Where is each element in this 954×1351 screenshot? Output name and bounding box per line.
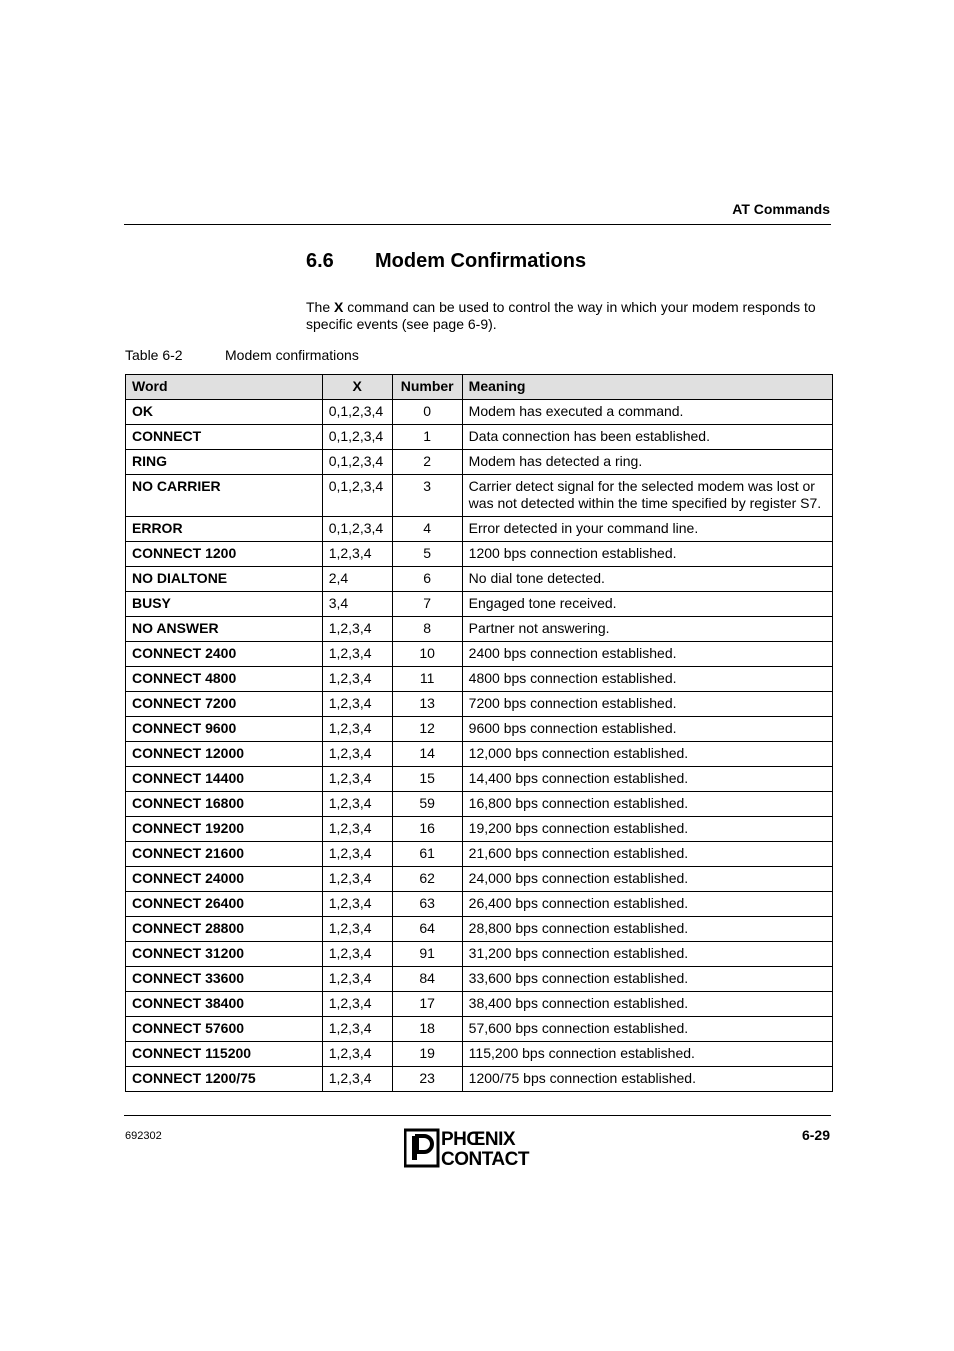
cell-meaning: 21,600 bps connection established. — [462, 842, 832, 867]
cell-number: 62 — [392, 867, 462, 892]
header-word: Word — [126, 375, 323, 400]
cell-meaning: Carrier detect signal for the selected modem was lost or was not detected within the time specified by register S7. — [462, 475, 832, 517]
cell-x: 1,2,3,4 — [322, 717, 392, 742]
cell-meaning: Engaged tone received. — [462, 592, 832, 617]
cell-meaning: Data connection has been established. — [462, 425, 832, 450]
table-row — [126, 1017, 833, 1042]
table-row — [126, 892, 833, 917]
cell-number: 61 — [392, 842, 462, 867]
cell-x: 3,4 — [322, 592, 392, 617]
table-row — [126, 425, 833, 450]
cell-number: 91 — [392, 942, 462, 967]
svg-text:PHŒNIX: PHŒNIX — [441, 1129, 516, 1150]
cell-number: 16 — [392, 817, 462, 842]
cell-x: 1,2,3,4 — [322, 942, 392, 967]
cell-meaning: 19,200 bps connection established. — [462, 817, 832, 842]
cell-number: 3 — [392, 475, 462, 517]
cell-meaning: 1200 bps connection established. — [462, 542, 832, 567]
cell-x: 1,2,3,4 — [322, 642, 392, 667]
cell-x: 1,2,3,4 — [322, 542, 392, 567]
cell-meaning: No dial tone detected. — [462, 567, 832, 592]
cell-word: CONNECT 7200 — [126, 692, 323, 717]
header-x: X — [322, 375, 392, 400]
cell-number: 64 — [392, 917, 462, 942]
cell-x: 1,2,3,4 — [322, 667, 392, 692]
cell-word: BUSY — [126, 592, 323, 617]
table-row — [126, 475, 833, 517]
table-row — [126, 517, 833, 542]
cell-x: 1,2,3,4 — [322, 692, 392, 717]
cell-word: CONNECT 38400 — [126, 992, 323, 1017]
cell-word: CONNECT 57600 — [126, 1017, 323, 1042]
cell-word: CONNECT 9600 — [126, 717, 323, 742]
table-row — [126, 642, 833, 667]
cell-word: RING — [126, 450, 323, 475]
table-row — [126, 867, 833, 892]
cell-meaning: 9600 bps connection established. — [462, 717, 832, 742]
cell-number: 18 — [392, 1017, 462, 1042]
cell-word: OK — [126, 400, 323, 425]
cell-word: CONNECT 31200 — [126, 942, 323, 967]
cell-x: 1,2,3,4 — [322, 742, 392, 767]
section-number: 6.6 — [306, 250, 334, 272]
cell-word: NO ANSWER — [126, 617, 323, 642]
section-heading — [306, 250, 586, 273]
cell-number: 84 — [392, 967, 462, 992]
cell-x: 1,2,3,4 — [322, 1017, 392, 1042]
cell-number: 7 — [392, 592, 462, 617]
cell-word: CONNECT 12000 — [126, 742, 323, 767]
cell-meaning: 7200 bps connection established. — [462, 692, 832, 717]
footer-divider — [124, 1115, 831, 1116]
intro-text-end: command can be used to control the way in which your modem responds to specific events (see page 6-9). — [306, 299, 816, 332]
cell-word: CONNECT 1200 — [126, 542, 323, 567]
cell-word: ERROR — [126, 517, 323, 542]
page-number: 6-29 — [801, 1127, 830, 1143]
header-meaning: Meaning — [462, 375, 832, 400]
cell-number: 14 — [392, 742, 462, 767]
cell-word: CONNECT 21600 — [126, 842, 323, 867]
cell-number: 8 — [392, 617, 462, 642]
table-row — [126, 592, 833, 617]
cell-x: 0,1,2,3,4 — [322, 400, 392, 425]
cell-x: 1,2,3,4 — [322, 967, 392, 992]
cell-word: CONNECT — [126, 425, 323, 450]
table-row — [126, 450, 833, 475]
cell-meaning: Modem has executed a command. — [462, 400, 832, 425]
cell-x: 0,1,2,3,4 — [322, 475, 392, 517]
table-body — [126, 400, 833, 1092]
cell-number: 5 — [392, 542, 462, 567]
intro-paragraph — [306, 299, 836, 333]
cell-x: 1,2,3,4 — [322, 1067, 392, 1092]
table-caption-text: Modem confirmations — [225, 347, 359, 363]
cell-word: CONNECT 115200 — [126, 1042, 323, 1067]
cell-x: 1,2,3,4 — [322, 842, 392, 867]
table-row — [126, 567, 833, 592]
table-row — [126, 1042, 833, 1067]
cell-x: 1,2,3,4 — [322, 917, 392, 942]
cell-word: CONNECT 28800 — [126, 917, 323, 942]
cell-meaning: 16,800 bps connection established. — [462, 792, 832, 817]
cell-x: 1,2,3,4 — [322, 792, 392, 817]
table-row — [126, 917, 833, 942]
cell-meaning: 28,800 bps connection established. — [462, 917, 832, 942]
cell-meaning: 1200/75 bps connection established. — [462, 1067, 832, 1092]
cell-number: 4 — [392, 517, 462, 542]
cell-word: CONNECT 26400 — [126, 892, 323, 917]
phoenix-contact-logo — [404, 1128, 552, 1173]
table-row — [126, 742, 833, 767]
phoenix-contact-logo-icon — [404, 1128, 552, 1168]
table-row — [126, 767, 833, 792]
cell-meaning: 2400 bps connection established. — [462, 642, 832, 667]
cell-number: 13 — [392, 692, 462, 717]
header-number: Number — [392, 375, 462, 400]
cell-number: 15 — [392, 767, 462, 792]
section-title: Modem Confirmations — [375, 250, 587, 272]
cell-meaning: Error detected in your command line. — [462, 517, 832, 542]
cell-number: 63 — [392, 892, 462, 917]
cell-x: 1,2,3,4 — [322, 867, 392, 892]
cell-x: 2,4 — [322, 567, 392, 592]
table-row — [126, 717, 833, 742]
table-row — [126, 542, 833, 567]
table-row — [126, 967, 833, 992]
cell-meaning: 57,600 bps connection established. — [462, 1017, 832, 1042]
cell-meaning: 115,200 bps connection established. — [462, 1042, 832, 1067]
cell-number: 23 — [392, 1067, 462, 1092]
table-row — [126, 792, 833, 817]
table-header-row — [126, 375, 833, 400]
cell-word: CONNECT 16800 — [126, 792, 323, 817]
cell-meaning: Partner not answering. — [462, 617, 832, 642]
cell-x: 0,1,2,3,4 — [322, 517, 392, 542]
cell-word: NO CARRIER — [126, 475, 323, 517]
table-row — [126, 617, 833, 642]
cell-word: CONNECT 2400 — [126, 642, 323, 667]
cell-x: 1,2,3,4 — [322, 992, 392, 1017]
cell-meaning: 4800 bps connection established. — [462, 667, 832, 692]
cell-meaning: 12,000 bps connection established. — [462, 742, 832, 767]
cell-x: 1,2,3,4 — [322, 1042, 392, 1067]
cell-number: 12 — [392, 717, 462, 742]
cell-word: CONNECT 19200 — [126, 817, 323, 842]
cell-number: 17 — [392, 992, 462, 1017]
document-number: 692302 — [125, 1130, 162, 1142]
cell-x: 1,2,3,4 — [322, 767, 392, 792]
cell-word: CONNECT 4800 — [126, 667, 323, 692]
cell-number: 59 — [392, 792, 462, 817]
cell-number: 2 — [392, 450, 462, 475]
cell-meaning: 26,400 bps connection established. — [462, 892, 832, 917]
cell-x: 0,1,2,3,4 — [322, 425, 392, 450]
cell-meaning: 38,400 bps connection established. — [462, 992, 832, 1017]
cell-x: 0,1,2,3,4 — [322, 450, 392, 475]
table-row — [126, 817, 833, 842]
cell-x: 1,2,3,4 — [322, 617, 392, 642]
running-header: AT Commands — [732, 201, 830, 217]
cell-number: 0 — [392, 400, 462, 425]
table-row — [126, 1067, 833, 1092]
cell-number: 1 — [392, 425, 462, 450]
table-row — [126, 400, 833, 425]
table-row — [126, 842, 833, 867]
svg-text:CONTACT: CONTACT — [441, 1149, 529, 1168]
cell-word: CONNECT 14400 — [126, 767, 323, 792]
cell-number: 6 — [392, 567, 462, 592]
intro-command-x: X — [334, 299, 344, 315]
table-row — [126, 942, 833, 967]
table-label: Table 6-2 — [125, 347, 183, 363]
cell-meaning: Modem has detected a ring. — [462, 450, 832, 475]
cell-meaning: 31,200 bps connection established. — [462, 942, 832, 967]
cell-word: NO DIALTONE — [126, 567, 323, 592]
cell-meaning: 24,000 bps connection established. — [462, 867, 832, 892]
cell-word: CONNECT 24000 — [126, 867, 323, 892]
cell-number: 11 — [392, 667, 462, 692]
cell-x: 1,2,3,4 — [322, 892, 392, 917]
table-row — [126, 692, 833, 717]
cell-word: CONNECT 1200/75 — [126, 1067, 323, 1092]
table-caption — [125, 347, 359, 363]
cell-meaning: 14,400 bps connection established. — [462, 767, 832, 792]
cell-word: CONNECT 33600 — [126, 967, 323, 992]
table-row — [126, 992, 833, 1017]
intro-text-start: The — [306, 299, 335, 315]
cell-meaning: 33,600 bps connection established. — [462, 967, 832, 992]
cell-number: 19 — [392, 1042, 462, 1067]
header-divider — [124, 224, 831, 225]
modem-confirmations-table — [125, 374, 833, 1092]
cell-x: 1,2,3,4 — [322, 817, 392, 842]
cell-number: 10 — [392, 642, 462, 667]
table-row — [126, 667, 833, 692]
